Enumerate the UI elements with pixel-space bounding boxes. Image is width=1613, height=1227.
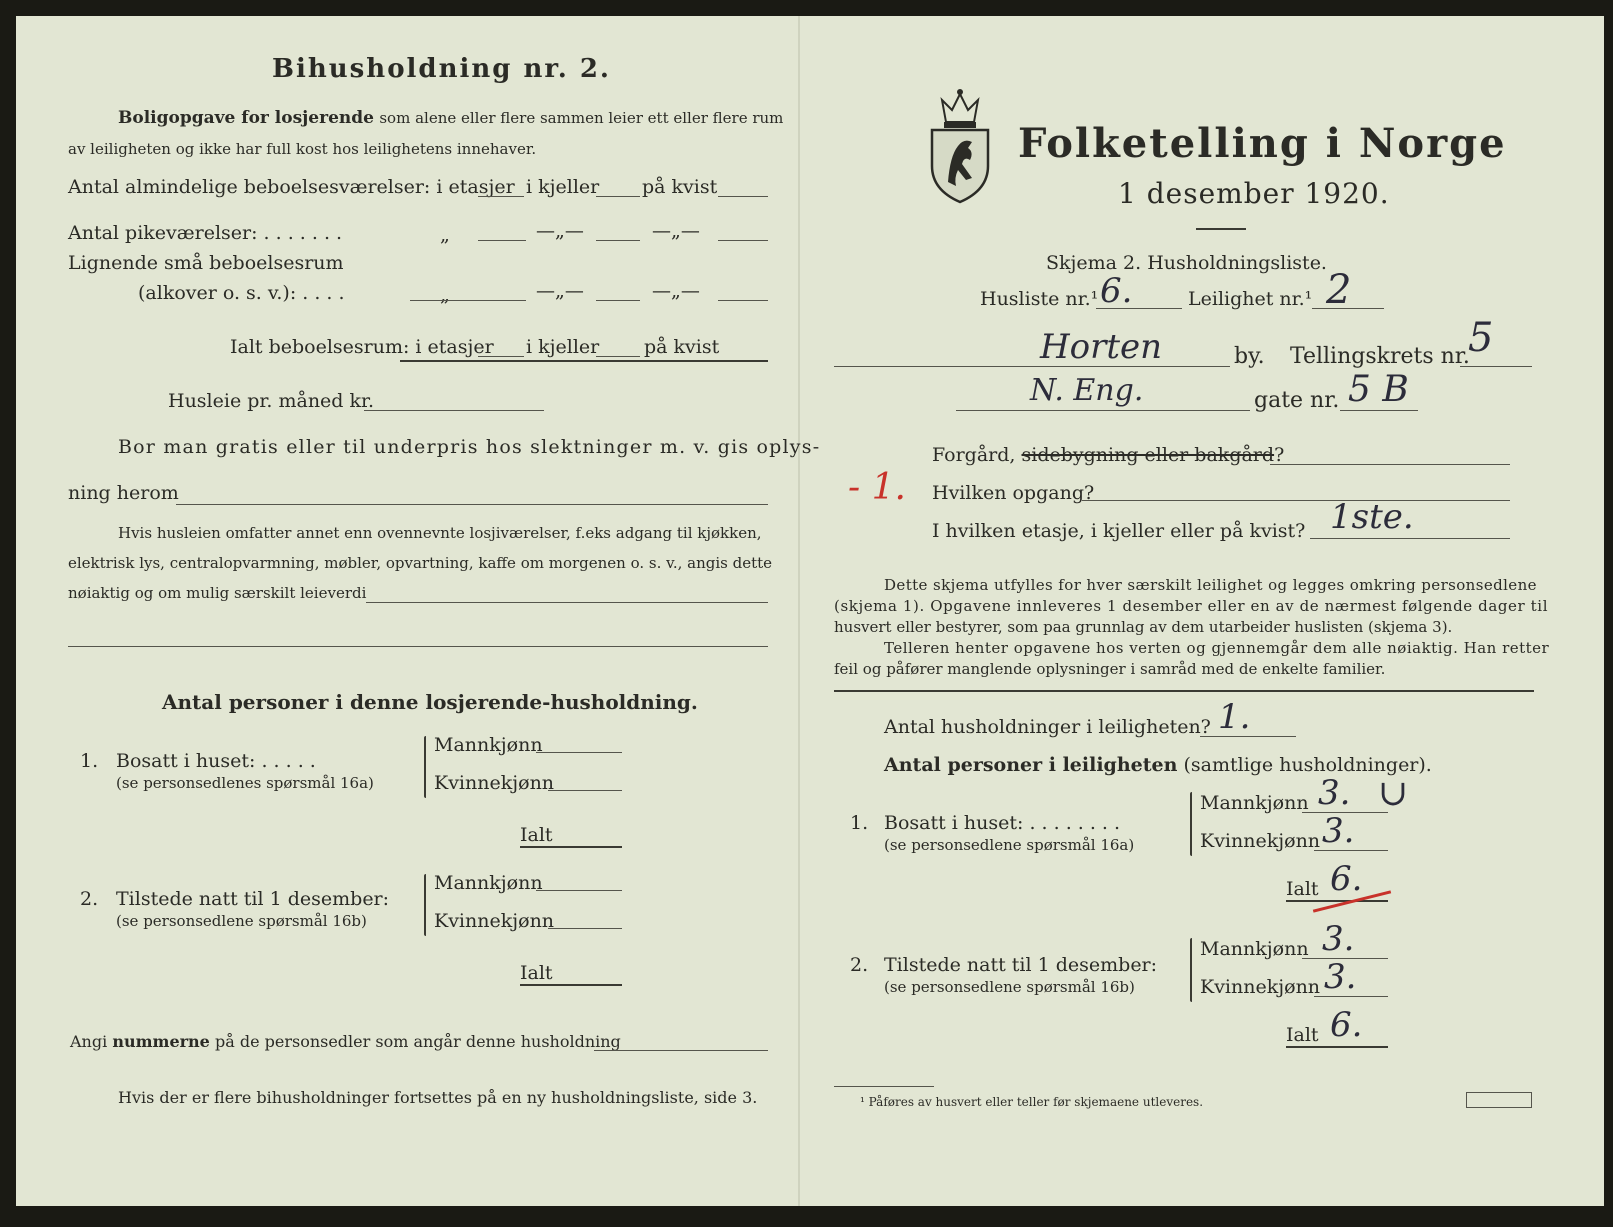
r-tilstede-ialt-label: Ialt: [1286, 1024, 1319, 1046]
persons-heading: Antal personer i denne losjerende-husholdning.: [162, 690, 698, 714]
lignende-kjeller-ditto: —„—: [536, 280, 584, 302]
bosatt-mann-label: Mannkjønn: [434, 734, 543, 756]
gate-nr-value: 5 B: [1348, 369, 1409, 410]
note-line-1: Hvis husleien omfatter annet enn ovennevnte losjiværelser, f.eks adgang til kjøkken,: [118, 524, 762, 542]
r-bosatt-label: Bosatt i huset: . . . . . . . .: [884, 812, 1121, 834]
gate-label: gate nr.: [1254, 388, 1340, 413]
rooms-kvist-label: på kvist: [642, 176, 718, 198]
forgard-line: Forgård, sidebygning eller bakgård?: [932, 444, 1285, 466]
r-bosatt-ialt-value: 6.: [1330, 859, 1363, 899]
instruction-line-2: (skjema 1). Opgavene innleveres 1 desember eller en av de nærmest følgende dager til: [834, 597, 1549, 615]
persons-leilighet-heading: Antal personer i leiligheten (samtlige husholdninger).: [884, 754, 1432, 776]
tilstede-label: Tilstede natt til 1 desember:: [116, 888, 390, 910]
footnote: ¹ Påføres av husvert eller teller før skjemaene utleveres.: [860, 1095, 1204, 1109]
norwegian-coat-of-arms-icon: [928, 86, 992, 204]
bosatt-ialt-label: Ialt: [520, 824, 553, 846]
r-tilstede-mann-label: Mannkjønn: [1200, 938, 1309, 960]
leilighet-label: Leilighet nr.¹: [1188, 288, 1313, 310]
r-bosatt-mann-label: Mannkjønn: [1200, 792, 1309, 814]
r-bosatt-number: 1.: [850, 812, 869, 834]
instruction-line-4: Telleren henter opgavene hos verten og gjennemgår dem alle nøiaktig. Han retter: [884, 639, 1550, 657]
pike-kjeller-ditto: —„—: [536, 220, 584, 242]
leilighet-value: 2: [1326, 267, 1352, 313]
instruction-line-5: feil og påfører manglende oplysninger i samråd med de enkelte familier.: [834, 660, 1386, 678]
opgang-label: Hvilken opgang?: [932, 482, 1095, 504]
r-bosatt-kvinne-label: Kvinnekjønn: [1200, 830, 1321, 852]
r-tilstede-kvinne-label: Kvinnekjønn: [1200, 976, 1321, 998]
r-tilstede-label: Tilstede natt til 1 desember:: [884, 954, 1158, 976]
husliste-value: 6.: [1100, 271, 1133, 311]
r-bosatt-sub: (se personsedlene spørsmål 16a): [884, 836, 1135, 854]
etasje-label: I hvilken etasje, i kjeller eller på kvist?: [932, 520, 1306, 542]
lignende-label-2: (alkover o. s. v.): . . . .: [138, 282, 345, 304]
lignende-kvist-ditto: —„—: [652, 280, 700, 302]
margin-red-mark: - 1.: [848, 467, 906, 508]
by-label: by.: [1234, 344, 1265, 369]
krets-label: Tellingskrets nr.: [1290, 344, 1470, 369]
gate-value: N. Eng.: [1030, 373, 1144, 408]
r-tilstede-number: 2.: [850, 954, 869, 976]
r-tilstede-mann-value: 3.: [1322, 919, 1355, 959]
husholdninger-label: Antal husholdninger i leiligheten?: [884, 716, 1211, 738]
note-line-2: elektrisk lys, centralopvarmning, møbler, opvartning, kaffe om morgenen o. s. v., angis dette: [68, 554, 773, 572]
tilstede-number: 2.: [80, 888, 99, 910]
tilstede-ialt-label: Ialt: [520, 962, 553, 984]
gratis-line-1: Bor man gratis eller til underpris hos slektninger m. v. gis oplys-: [118, 436, 821, 458]
bosatt-number: 1.: [80, 750, 99, 772]
pike-kvist-ditto: —„—: [652, 220, 700, 242]
checkmark-icon: ∪: [1378, 773, 1409, 814]
rooms-kjeller-label: i kjeller: [526, 176, 600, 198]
r-tilstede-sub: (se personsedlene spørsmål 16b): [884, 978, 1135, 996]
etasje-value: 1ste.: [1330, 497, 1414, 537]
tilstede-sub: (se personsedlene spørsmål 16b): [116, 912, 367, 930]
flere-note: Hvis der er flere bihusholdninger fortsettes på en ny husholdningsliste, side 3.: [118, 1088, 758, 1107]
page-fold: [798, 16, 800, 1206]
angi-line: Angi nummerne på de personsedler som angår denne husholdning: [70, 1032, 621, 1051]
printer-stamp: [1466, 1092, 1532, 1108]
bosatt-sub: (se personsedlenes spørsmål 16a): [116, 774, 374, 792]
bosatt-label: Bosatt i huset: . . . . .: [116, 750, 316, 772]
rooms-label: Antal almindelige beboelsesværelser: i etasjer: [68, 176, 515, 198]
form-title: Folketelling i Norge: [1018, 120, 1507, 167]
bihusholdning-title: Bihusholdning nr. 2.: [272, 54, 611, 84]
husleie-label: Husleie pr. måned kr.: [168, 390, 375, 412]
lignende-ditto: „: [440, 284, 450, 306]
r-tilstede-kvinne-value: 3.: [1324, 957, 1357, 997]
ialt-rum-label: Ialt beboelsesrum: i etasjer: [230, 336, 494, 358]
husholdninger-value: 1.: [1218, 697, 1251, 737]
form-date: 1 desember 1920.: [1118, 177, 1390, 210]
intro-line-1: Boligopgave for losjerende som alene eller flere sammen leier ett eller flere rum: [118, 108, 784, 128]
gratis-line-2: ning herom: [68, 482, 179, 504]
tilstede-mann-label: Mannkjønn: [434, 872, 543, 894]
r-tilstede-ialt-value: 6.: [1330, 1005, 1363, 1045]
ialt-kjeller-label: i kjeller: [526, 336, 600, 358]
intro-line-2: av leiligheten og ikke har full kost hos leilighetens innehaver.: [68, 140, 537, 158]
instruction-line-1: Dette skjema utfylles for hver særskilt leilighet og legges omkring personsedlene: [884, 576, 1537, 594]
pike-ditto: „: [440, 224, 450, 246]
tilstede-kvinne-label: Kvinnekjønn: [434, 910, 555, 932]
lignende-label-1: Lignende små beboelsesrum: [68, 252, 344, 274]
note-line-3: nøiaktig og om mulig særskilt leieverdi: [68, 584, 367, 602]
r-bosatt-ialt-label: Ialt: [1286, 878, 1319, 900]
instruction-line-3: husvert eller bestyrer, som paa grunnlag av dem utarbeider huslisten (skjema 3).: [834, 618, 1453, 636]
pike-label: Antal pikeværelser: . . . . . . .: [68, 222, 343, 244]
husliste-label: Husliste nr.¹: [980, 288, 1099, 310]
ialt-kvist-label: på kvist: [644, 336, 720, 358]
skjema-label: Skjema 2. Husholdningsliste.: [1046, 252, 1327, 274]
krets-value: 5: [1468, 315, 1494, 361]
bosatt-kvinne-label: Kvinnekjønn: [434, 772, 555, 794]
r-bosatt-mann-value: 3.: [1318, 773, 1351, 813]
r-bosatt-kvinne-value: 3.: [1322, 811, 1355, 851]
by-value: Horten: [1040, 327, 1163, 367]
